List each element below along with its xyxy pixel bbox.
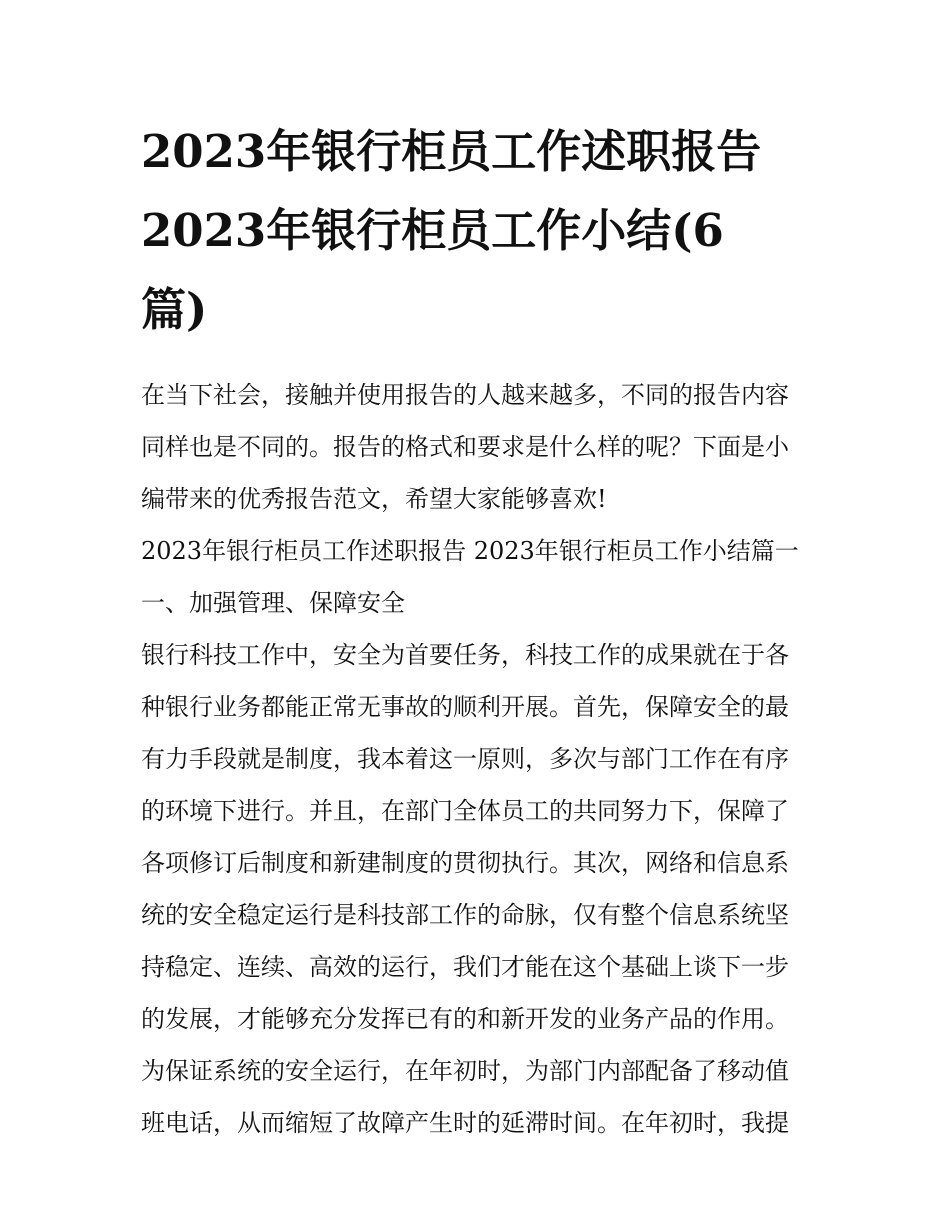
text-line: 持稳定、连续、高效的运行，我们才能在这个基础上谈下一步: [141, 953, 789, 981]
intro-paragraph: [141, 369, 813, 525]
document-content: [141, 112, 813, 1149]
text-line: 的发展，才能够充分发挥已有的和新开发的业务产品的作用。: [141, 1005, 789, 1033]
subheading: 一、加强管理、保障安全: [141, 589, 405, 617]
document-body: [141, 369, 813, 1149]
text-line: 在当下社会，接触并使用报告的人越来越多，不同的报告内容: [141, 381, 789, 409]
text-line: 班电话，从而缩短了故障产生时的延滞时间。在年初时，我提: [141, 1109, 789, 1137]
text-line: 各项修订后制度和新建制度的贯彻执行。其次，网络和信息系: [141, 849, 789, 877]
text-line: 同样也是不同的。报告的格式和要求是什么样的呢？下面是小: [141, 433, 789, 461]
text-line: 为保证系统的安全运行，在年初时，为部门内部配备了移动值: [141, 1057, 789, 1085]
title-line: 篇): [141, 283, 208, 336]
document-title: [141, 112, 813, 349]
text-line: 种银行业务都能正常无事故的顺利开展。首先，保障安全的最: [141, 693, 789, 721]
title-line: 2023年银行柜员工作述职报告: [141, 125, 762, 178]
section-title: 2023年银行柜员工作述职报告 2023年银行柜员工作小结篇一: [141, 537, 799, 565]
text-line: 统的安全稳定运行是科技部工作的命脉，仅有整个信息系统坚: [141, 901, 789, 929]
text-line: 银行科技工作中，安全为首要任务，科技工作的成果就在于各: [141, 641, 789, 669]
title-line: 2023年银行柜员工作小结(6: [141, 204, 724, 257]
text-line: 有力手段就是制度，我本着这一原则，多次与部门工作在有序: [141, 745, 789, 773]
text-line: 的环境下进行。并且，在部门全体员工的共同努力下，保障了: [141, 797, 789, 825]
text-line: 编带来的优秀报告范文，希望大家能够喜欢!: [141, 485, 607, 513]
body-paragraph: [141, 629, 813, 1149]
